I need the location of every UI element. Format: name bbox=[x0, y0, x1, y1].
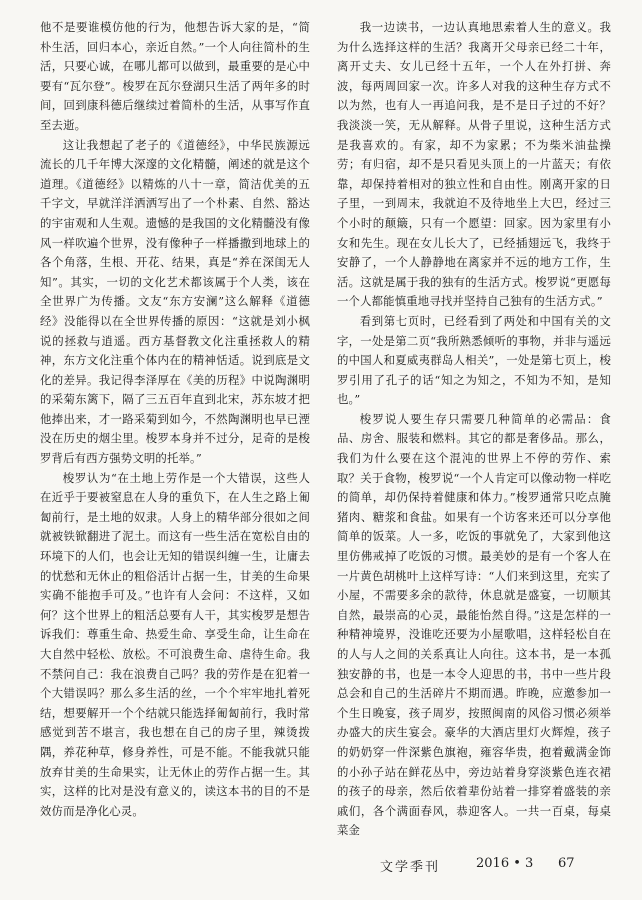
paragraph-5: 看到第七页时，已经看到了两处和中国有关的文字，一处是第二页“我所熟悉倾听的事物，并非与遥远的中国人和夏威夷群岛人相关”，一处是第七页上，梭罗引用了孔子的话“知之为知之，不知为不知，是知也。” bbox=[337, 313, 611, 407]
left-column bbox=[40, 18, 310, 848]
page-footer bbox=[380, 856, 620, 878]
paragraph-2: 这让我想起了老子的《道德经》，中华民族源远流长的几千年博大深邃的文化精髓，阐述的就是这个道理。《道德经》以精炼的八十一章，简洁优美的五千字文，早就洋洋洒洒写出了一个朴素、自然、豁达的宇宙观和人生观。遗憾的是我国的文化精髓没有像风一样吹遍个世界，没有像种子一样播撒到地球上的各个角落，生根、开花、结果，真是“养在深闺无人知”。其实，一切的文化艺术都该属于个人类，该在全世界广为传播。文友“东方安澜”这么解释《道德经》没能得以在全世界传播的原因：“这就是刘小枫说的拯救与逍遥。西方基督教文化注重拯救人的精神，东方文化注重个体内在的精神恬适。说到底是文化的差异。我记得李泽厚在《美的历程》中说陶渊明的采菊东篱下，隔了三五百年直到北宋，苏东坡才把他捧出来，才一路采菊到如今，不然陶渊明也早已湮没在历史的烟尘里。梭罗本身并不过分，足奇的是梭罗背后有西方强势文明的托举。” bbox=[40, 137, 310, 466]
page-number: 67 bbox=[558, 856, 575, 871]
paragraph-6: 梭罗说人要生存只需要几种简单的必需品：食品、房舍、服装和燃料。其它的都是奢侈品。那么，我们为什么要在这个混沌的世界上不停的劳作、索取？关于食物，梭罗说“一个人肯定可以像动物一样吃的简单，却仍保持着健康和体力。”梭罗通常只吃点腌猪肉、糖浆和食盐。如果有一个访客来还可以分享他简单的饭菜。人一多，吃饭的事就免了，大家到他这里仿佛戒掉了吃饭的习惯。最美妙的是有一个客人在一片黄色胡桃叶上这样写诗：“人们来到这里，充实了小屋，不需要多余的款待，休息就是盛宴，一切顺其自然，最崇高的心灵，最能怡然自得。”这是怎样的一种精神境界，没谁吃还要为小屋歌唱，这样轻松自在的人与人之间的关系真让人向往。这本书，是一本孤独安静的书，也是一本令人迎思的书，书中一些片段总会和自己的生活碎片不期而遇。昨晚，应邀参加一个生日晚宴，孩子周岁，按照闽南的风俗习惯必须举办盛大的庆生宴会。豪华的大酒店里灯火辉煌，孩子的奶奶穿一件深紫色旗袍，雍容华贵，抱着戴满金饰的小孙子站在鲜花丛中，旁边站着身穿淡紫色连衣裙的孩子的母亲，然后依着辈份站着一排穿着盛装的亲戚们，各个满面春风，恭迎客人。一共一百桌，每桌菜金 bbox=[337, 411, 611, 838]
issue-number: 2016 • 3 bbox=[476, 856, 534, 871]
paragraph-4: 我一边读书，一边认真地思索着人生的意义。我为什么选择这样的生活？我离开父母亲已经二十年，离开丈夫、女儿已经十五年，一个人在外打拼、奔波，每两周回家一次。许多人对我的这种生存方式不以为然，也有人一再追问我，是不是日子过的不好？我淡淡一笑，无从解释。从骨子里说，这种生活方式是我喜欢的。有家，却不为家累；不为柴米油盐操劳；有归宿，却不是只看见头顶上的一片蓝天；有依靠，却保持着相对的独立性和自由性。刚离开家的日子里，一到周末，我就迫不及待地坐上大巴，经过三个小时的颠簸，只有一个愿望：回家。因为家里有小女和先生。现在女儿长大了，已经插翅远飞，我终于安静了，一个人静静地在离家并不远的地方工作，生活。这就是属于我的独有的生活方式。梭罗说“更愿每一个人都能慎重地寻找并坚持自己独有的生活方式。” bbox=[337, 20, 611, 309]
paragraph-3: 梭罗认为“在土地上劳作是一个大错误，这些人在近乎于要被窒息在人身的重负下，在人生之路上匍匐前行，是土地的奴隶。人身上的精华部分很如之间就被铁锨翻进了泥土。而这有一些生活在宽松自由的环境下的人们，也会让无知的错误纠缠一生，让庸去的忧愁和无休止的粗俗活计占据一生，甘美的生命果实确不能抱手可及。”也许有人会问：不这样，又如何？这个世界上的粗活总要有人干，其实梭罗是想告诉我们：尊重生命、热爱生命、享受生命，让生命在大自然中轻松、放松。不可浪费生命、虐待生命。我不禁问自己：我在浪费自己吗？我的劳作是在犯着一个大错误吗？那么多生活的丝，一个个牢牢地扎着死结，想要解开一个个结就只能选择匍匐前行，我时常感觉到苦不堪言，我也想在自己的房子里，辣烫拨隅，养花种草，修身养性，可是不能。不能我就只能放弃甘美的生命果实，让无休止的劳作占据一生。其实，这样的比对是没有意义的，读这本书的目的不是效仿而是净化心灵。 bbox=[40, 470, 310, 818]
right-column bbox=[337, 18, 611, 848]
paragraph-1: 他不是要谁模仿他的行为，他想告诉大家的是，“简朴生活，回归本心，亲近自然。”一个人向往简朴的生活，只要心诚，在哪儿都可以做到，最重要的是心中要有“瓦尔登”。梭罗在瓦尔登湖只生活了两年多的时间，回到康科德后继续过着简朴的生活，从事写作直至去逝。 bbox=[40, 20, 310, 132]
journal-name: 文学季刊 bbox=[380, 860, 441, 875]
